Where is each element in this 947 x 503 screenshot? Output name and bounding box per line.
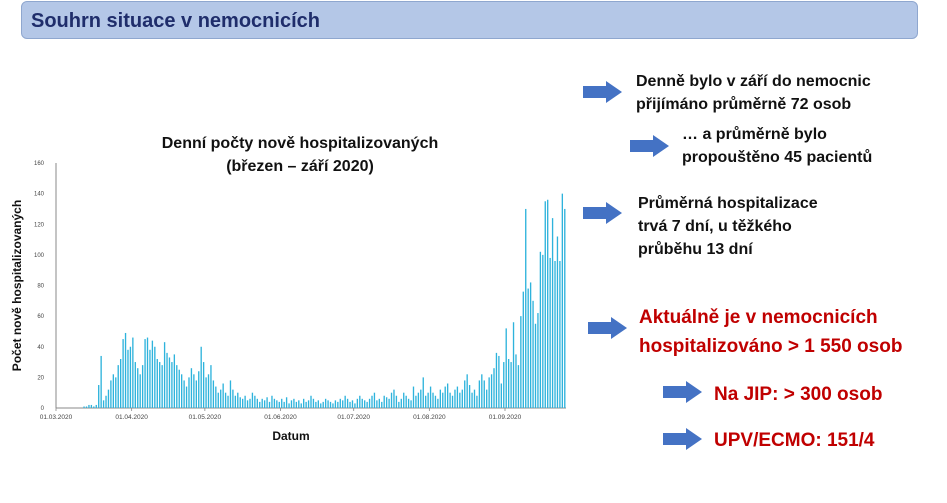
- bar: [279, 402, 280, 408]
- bar: [142, 365, 143, 408]
- bullet-discharges-line2: propouštěno 45 pacientů: [682, 149, 873, 166]
- bar: [549, 258, 550, 408]
- bar: [227, 396, 228, 408]
- bar: [100, 356, 101, 408]
- bar: [369, 399, 370, 408]
- bar: [222, 384, 223, 409]
- bar: [452, 396, 453, 408]
- bar: [518, 365, 519, 408]
- bar: [198, 371, 199, 408]
- bar: [427, 393, 428, 408]
- bullet-duration-line1: Průměrná hospitalizace: [638, 195, 818, 212]
- bar: [188, 377, 189, 408]
- bar: [462, 390, 463, 408]
- bar: [291, 400, 292, 408]
- bar: [474, 390, 475, 408]
- bar: [203, 362, 204, 408]
- bar: [420, 390, 421, 408]
- x-axis-label: Datum: [272, 429, 310, 443]
- x-tick-label: 01.04.2020: [115, 414, 148, 421]
- bar: [183, 380, 184, 408]
- y-tick-label: 140: [33, 191, 44, 198]
- bar: [144, 339, 145, 408]
- bar: [132, 338, 133, 408]
- bar: [93, 406, 94, 408]
- x-tick-label: 01.05.2020: [188, 414, 222, 421]
- bar: [547, 200, 548, 408]
- title-bar: [21, 1, 918, 39]
- bar: [303, 399, 304, 408]
- bar: [513, 322, 514, 408]
- bar: [379, 399, 380, 408]
- bar: [467, 374, 468, 408]
- bar: [403, 393, 404, 408]
- bar: [122, 339, 123, 408]
- bar: [247, 400, 248, 408]
- bar: [503, 362, 504, 408]
- bar: [559, 261, 560, 408]
- bullet-discharges-line1: … a průměrně bylo: [682, 126, 827, 143]
- bar: [315, 402, 316, 408]
- bar: [393, 390, 394, 408]
- chart-title-line2: (březen – září 2020): [226, 158, 374, 175]
- bullet-current-hospitalized: [639, 303, 902, 361]
- bar: [271, 396, 272, 408]
- bullet-ventilation-line1: UPV/ECMO: 151/4: [714, 430, 875, 451]
- bar: [562, 194, 563, 408]
- bar: [401, 399, 402, 408]
- bar: [174, 354, 175, 408]
- bar: [528, 289, 529, 408]
- bar: [410, 400, 411, 408]
- bar: [457, 387, 458, 408]
- bar: [215, 387, 216, 408]
- bar: [305, 402, 306, 408]
- bar: [552, 218, 553, 408]
- bar: [323, 402, 324, 408]
- bar: [435, 396, 436, 408]
- bar: [523, 292, 524, 408]
- bullet-duration-line3: průběhu 13 dní: [638, 241, 753, 258]
- bar: [320, 403, 321, 408]
- bar: [376, 400, 377, 408]
- bar: [564, 209, 565, 408]
- bar: [130, 347, 131, 408]
- bar: [208, 374, 209, 408]
- bar: [374, 393, 375, 408]
- bar: [196, 380, 197, 408]
- bar: [96, 405, 97, 408]
- bar: [545, 201, 546, 408]
- bar: [364, 400, 365, 408]
- bar: [496, 353, 497, 408]
- bar: [244, 396, 245, 408]
- bar: [137, 368, 138, 408]
- bar: [418, 393, 419, 408]
- bar: [152, 341, 153, 408]
- bar: [140, 374, 141, 408]
- bar: [149, 350, 150, 408]
- bar: [481, 374, 482, 408]
- bar: [181, 374, 182, 408]
- bar: [366, 402, 367, 408]
- bar: [493, 368, 494, 408]
- bar: [135, 362, 136, 408]
- bar: [425, 396, 426, 408]
- bar: [191, 368, 192, 408]
- bullet-ventilation: [714, 426, 875, 455]
- bar: [201, 347, 202, 408]
- bar: [103, 400, 104, 408]
- bar: [169, 357, 170, 408]
- bar: [352, 400, 353, 408]
- y-axis-label: Počet nově hospitalizovaných: [10, 199, 24, 372]
- bullet-discharges: [682, 123, 872, 169]
- bar: [157, 359, 158, 408]
- bar: [371, 396, 372, 408]
- bullet-current-line1: Aktuálně je v nemocnicích: [639, 307, 878, 328]
- bar: [415, 396, 416, 408]
- bar: [154, 347, 155, 408]
- bar: [454, 390, 455, 408]
- bar: [396, 396, 397, 408]
- bar: [542, 255, 543, 408]
- bar: [391, 393, 392, 408]
- chart-title-line1: Denní počty nově hospitalizovaných: [161, 135, 439, 152]
- x-tick-label: 01.09.2020: [488, 414, 522, 421]
- bar: [252, 393, 253, 408]
- bar: [330, 402, 331, 408]
- bar: [115, 377, 116, 408]
- bar: [105, 396, 106, 408]
- bar: [254, 396, 255, 408]
- bar: [537, 313, 538, 408]
- bar: [520, 316, 521, 408]
- bar: [437, 399, 438, 408]
- bar: [86, 406, 87, 408]
- bar: [486, 390, 487, 408]
- bar: [274, 399, 275, 408]
- bar: [442, 393, 443, 408]
- bar: [362, 399, 363, 408]
- bar: [459, 393, 460, 408]
- bar: [210, 365, 211, 408]
- bar: [127, 350, 128, 408]
- bar: [281, 399, 282, 408]
- bar: [91, 405, 92, 408]
- bar: [98, 385, 99, 408]
- bar: [262, 399, 263, 408]
- bar: [530, 282, 531, 408]
- bar: [535, 324, 536, 408]
- bar: [337, 402, 338, 408]
- bar: [179, 370, 180, 408]
- bar: [349, 402, 350, 408]
- bar: [406, 396, 407, 408]
- bar: [83, 406, 84, 408]
- arrow-icon: [662, 427, 704, 451]
- bar: [242, 399, 243, 408]
- x-tick-label: 01.08.2020: [413, 414, 446, 421]
- bar: [166, 353, 167, 408]
- page-title: Souhrn situace v nemocnicích: [31, 10, 320, 32]
- y-tick-label: 100: [33, 252, 44, 259]
- bar: [164, 342, 165, 408]
- bar: [235, 396, 236, 408]
- bar: [286, 397, 287, 408]
- bar: [125, 333, 126, 408]
- bullet-admissions: [636, 70, 871, 116]
- bar: [325, 399, 326, 408]
- bar: [498, 356, 499, 408]
- bar: [237, 393, 238, 408]
- bar: [186, 387, 187, 408]
- y-tick-label: 0: [40, 406, 44, 412]
- bar: [479, 380, 480, 408]
- bar: [335, 400, 336, 408]
- bar: [264, 400, 265, 408]
- bar: [88, 405, 89, 408]
- bar: [266, 397, 267, 408]
- bar: [249, 399, 250, 408]
- bar: [398, 402, 399, 408]
- bar: [464, 380, 465, 408]
- bar: [471, 393, 472, 408]
- y-tick-label: 80: [37, 283, 44, 290]
- bar: [476, 396, 477, 408]
- bar: [540, 252, 541, 408]
- bar: [525, 209, 526, 408]
- y-tick-label: 160: [33, 161, 44, 167]
- bar: [218, 393, 219, 408]
- bar: [554, 261, 555, 408]
- bar: [354, 403, 355, 408]
- bullet-duration: [638, 192, 818, 261]
- bar: [347, 399, 348, 408]
- bar: [384, 396, 385, 408]
- bar: [310, 396, 311, 408]
- bar: [240, 397, 241, 408]
- bar: [293, 399, 294, 408]
- y-tick-label: 60: [37, 314, 44, 321]
- bar: [232, 390, 233, 408]
- bar: [432, 393, 433, 408]
- arrow-icon: [629, 134, 671, 158]
- bar: [508, 359, 509, 408]
- bar: [159, 362, 160, 408]
- bar: [276, 400, 277, 408]
- bar: [205, 377, 206, 408]
- bar: [308, 400, 309, 408]
- y-tick-label: 20: [37, 375, 44, 382]
- bar: [557, 237, 558, 409]
- arrow-icon: [587, 316, 629, 340]
- bar: [213, 380, 214, 408]
- y-tick-label: 120: [33, 222, 44, 229]
- bar: [225, 393, 226, 408]
- bar: [506, 328, 507, 408]
- bar: [257, 399, 258, 408]
- bar: [344, 396, 345, 408]
- bar: [342, 400, 343, 408]
- bar: [501, 384, 502, 409]
- bar: [171, 362, 172, 408]
- bar: [388, 399, 389, 408]
- bar: [220, 390, 221, 408]
- bar: [340, 399, 341, 408]
- bar: [147, 338, 148, 408]
- arrow-icon: [582, 201, 624, 225]
- bar: [327, 400, 328, 408]
- x-tick-label: 01.06.2020: [264, 414, 297, 421]
- bar: [110, 380, 111, 408]
- bar: [408, 399, 409, 408]
- bar: [510, 362, 511, 408]
- bar: [283, 402, 284, 408]
- bar: [484, 380, 485, 408]
- bullet-icu: [714, 380, 882, 409]
- bar: [532, 301, 533, 408]
- x-tick-label: 01.03.2020: [39, 414, 73, 421]
- bullet-admissions-line1: Denně bylo v září do nemocnic: [636, 73, 871, 90]
- bar: [381, 402, 382, 408]
- bar: [296, 402, 297, 408]
- bar: [118, 365, 119, 408]
- bar: [120, 359, 121, 408]
- arrow-icon: [582, 80, 624, 104]
- bar: [193, 374, 194, 408]
- x-tick-label: 01.07.2020: [337, 414, 370, 421]
- bar: [259, 402, 260, 408]
- bar: [515, 354, 516, 408]
- bar: [301, 403, 302, 408]
- bar: [491, 374, 492, 408]
- bar: [313, 399, 314, 408]
- bar: [423, 377, 424, 408]
- bullet-duration-line2: trvá 7 dní, u těžkého: [638, 218, 792, 235]
- bar: [269, 402, 270, 408]
- hospitalization-chart: [0, 150, 580, 450]
- bar: [357, 399, 358, 408]
- y-tick-label: 40: [37, 344, 44, 351]
- bar: [332, 403, 333, 408]
- bar: [230, 380, 231, 408]
- bar: [318, 400, 319, 408]
- bar: [176, 365, 177, 408]
- bullet-admissions-line2: přijímáno průměrně 72 osob: [636, 96, 852, 113]
- bar: [113, 374, 114, 408]
- bar: [386, 397, 387, 408]
- bar: [288, 403, 289, 408]
- bar: [298, 400, 299, 408]
- bar: [488, 377, 489, 408]
- bar: [430, 387, 431, 408]
- bar: [108, 390, 109, 408]
- bar: [469, 385, 470, 408]
- bar: [449, 393, 450, 408]
- bar: [447, 384, 448, 409]
- arrow-icon: [662, 380, 704, 404]
- bar: [161, 365, 162, 408]
- bullet-icu-line1: Na JIP: > 300 osob: [714, 384, 883, 405]
- bar: [359, 396, 360, 408]
- bar: [413, 387, 414, 408]
- bar: [440, 390, 441, 408]
- bullet-current-line2: hospitalizováno > 1 550 osob: [639, 336, 903, 357]
- bar: [445, 387, 446, 408]
